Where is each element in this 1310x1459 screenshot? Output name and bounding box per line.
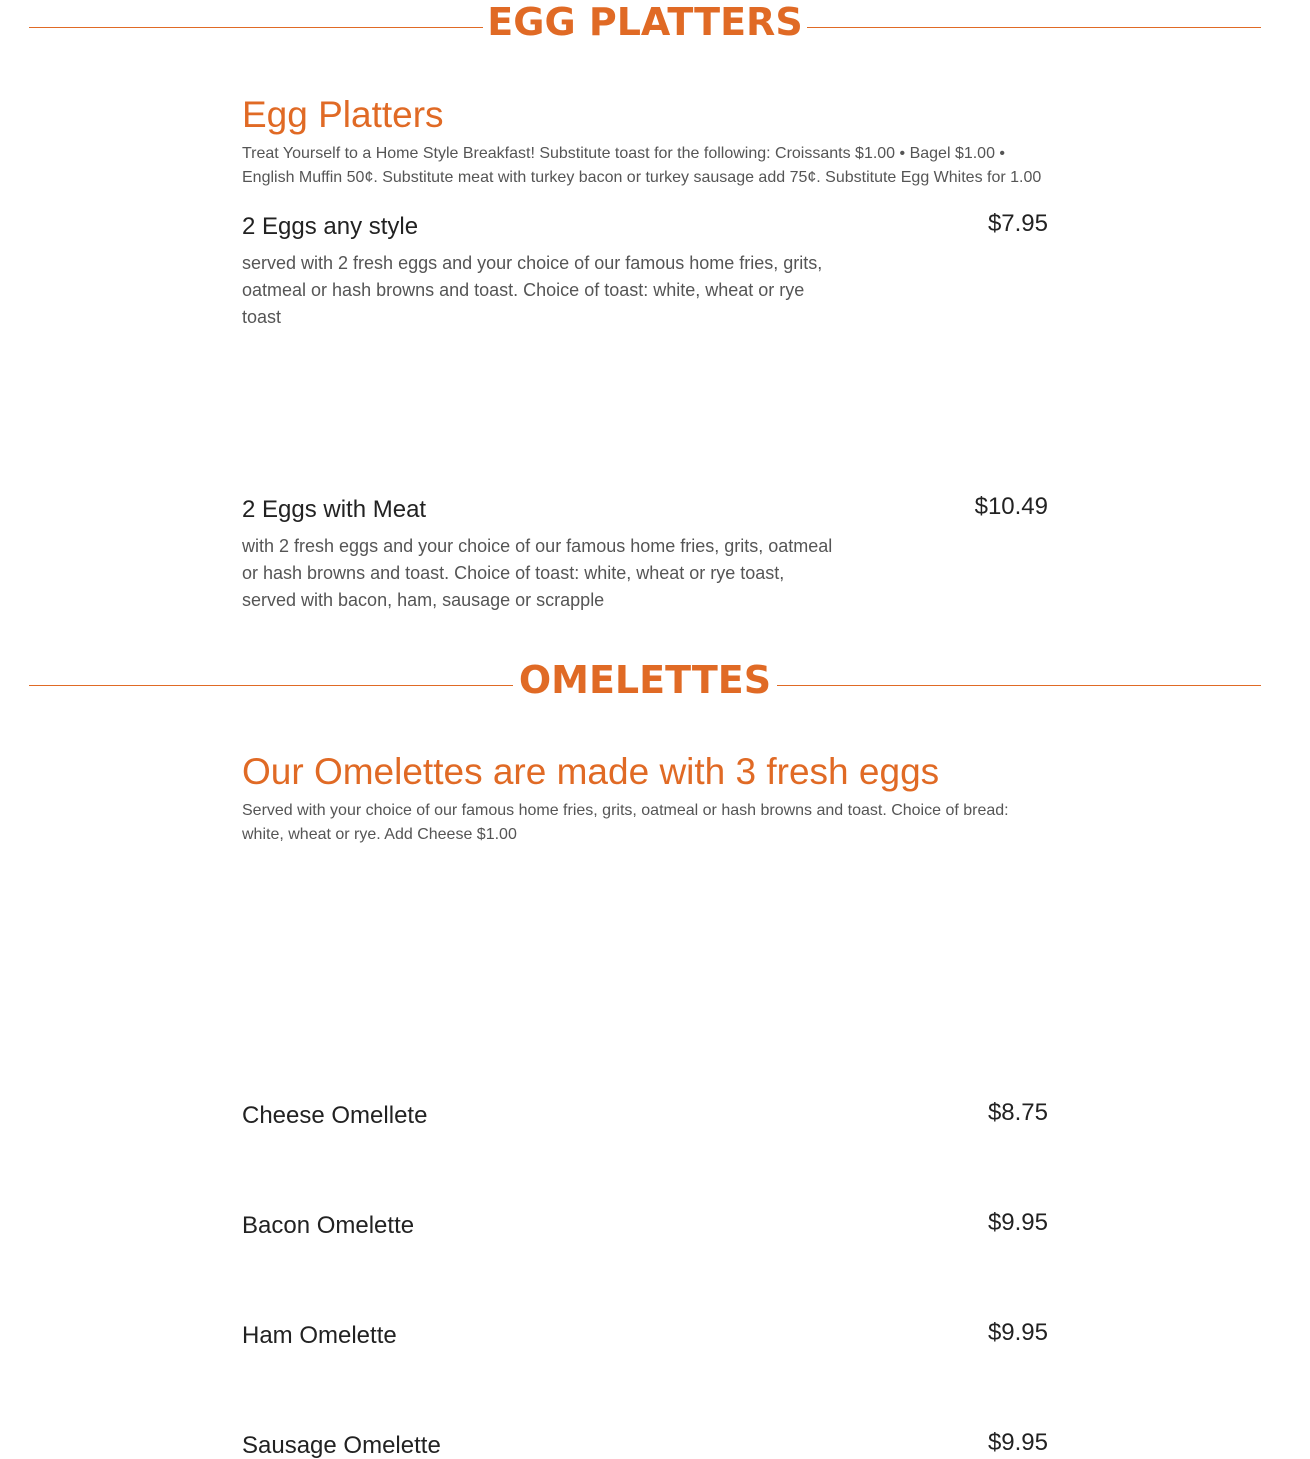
menu-item-price: $7.95 bbox=[987, 210, 1048, 237]
category-description: Treat Yourself to a Home Style Breakfast! Substitute toast for the following: Croissants $1.00 • Bagel $1.00 • English Muffin 50¢. Substitute meat with turkey bacon or turkey sausage add 75¢. Substitute Egg Whites for 1.00 bbox=[242, 145, 1042, 186]
menu-item-price: $9.95 bbox=[987, 1429, 1048, 1456]
menu-item-price: $10.49 bbox=[974, 493, 1048, 520]
menu-item-name: Sausage Omelette bbox=[242, 1432, 441, 1459]
menu-item-price: $9.95 bbox=[987, 1319, 1048, 1346]
category-title: Our Omelettes are made with 3 fresh eggs bbox=[242, 751, 940, 792]
menu-item-name: Cheese Omellete bbox=[242, 1102, 428, 1129]
menu-item-name: 2 Eggs with Meat bbox=[242, 496, 427, 523]
menu-item-price: $8.75 bbox=[987, 1099, 1048, 1126]
menu-item-name: 2 Eggs any style bbox=[242, 213, 419, 240]
section-banner-omelettes bbox=[29, 658, 1261, 745]
section-heading: EGG PLATTERS bbox=[487, 0, 803, 44]
menu-item bbox=[242, 1319, 1048, 1349]
menu-item-description: with 2 fresh eggs and your choice of our famous home fries, grits, oatmeal or hash browns and toast. Choice of toast: white, wheat or rye toast, served with bacon, ham, sausage or scrapple bbox=[242, 536, 833, 610]
menu-item bbox=[242, 493, 1048, 614]
menu-item bbox=[242, 1209, 1048, 1239]
menu-item-description: served with 2 fresh eggs and your choice of our famous home fries, grits, oatmeal or hash browns and toast. Choice of toast: white, wheat or rye toast bbox=[242, 253, 823, 327]
category-title: Egg Platters bbox=[242, 94, 444, 135]
category-description: Served with your choice of our famous home fries, grits, oatmeal or hash browns and toast. Choice of bread: white, wheat or rye. Add Cheese $1.00 bbox=[242, 802, 1009, 843]
category-egg-platters bbox=[242, 96, 1048, 190]
menu-item-name: Bacon Omelette bbox=[242, 1212, 415, 1239]
menu-item bbox=[242, 1429, 1048, 1459]
menu-item bbox=[242, 210, 1048, 331]
menu-item-name: Ham Omelette bbox=[242, 1322, 397, 1349]
menu-item-price: $9.95 bbox=[987, 1209, 1048, 1236]
section-banner-egg-platters bbox=[29, 0, 1261, 87]
section-heading: OMELETTES bbox=[518, 658, 772, 702]
menu-item bbox=[242, 1099, 1048, 1129]
category-omelettes bbox=[242, 753, 1048, 847]
